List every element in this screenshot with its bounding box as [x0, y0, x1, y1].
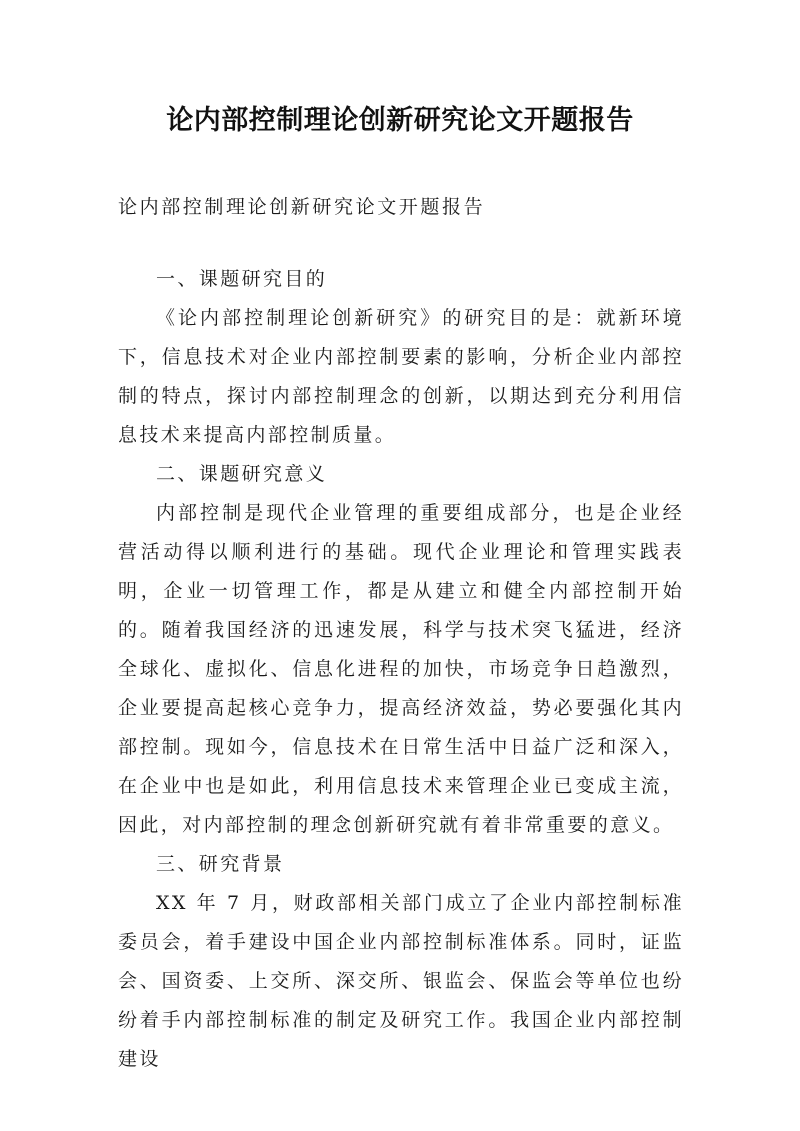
section-paragraph-significance: 内部控制是现代企业管理的重要组成部分，也是企业经营活动得以顺利进行的基础。现代企业理论和管理实践表明，企业一切管理工作，都是从建立和健全内部控制开始的。随着我国经济的迅速发展，科学与技术突飞猛进，经济全球化、虚拟化、信息化进程的加快，市场竞争日趋激烈，企业要提高起核心竞争力，提高经济效益，势必要强化其内部控制。现如今，信息技术在日常生活中日益广泛和深入，在企业中也是如此，利用信息技术来管理企业已变成主流，因此，对内部控制的理念创新研究就有着非常重要的意义。: [118, 502, 684, 836]
document-subtitle: 论内部控制理论创新研究论文开题报告: [118, 196, 486, 218]
section-paragraph-background: XX 年 7 月，财政部相关部门成立了企业内部控制标准委员会，着手建设中国企业内部控制标准体系。同时，证监会、国资委、上交所、深交所、银监会、保监会等单位也纷纷着手内部控制标准的制定及研究工作。我国企业内部控制建设: [118, 892, 684, 1070]
section-heading-significance: 二、课题研究意义: [156, 463, 328, 485]
page-title: 论内部控制理论创新研究论文开题报告: [166, 105, 634, 136]
section-heading-purpose: 一、课题研究目的: [156, 268, 328, 290]
document-body: [118, 260, 684, 1079]
section-heading-background: 三、研究背景: [156, 853, 285, 875]
section-paragraph-purpose: 《论内部控制理论创新研究》的研究目的是：就新环境下，信息技术对企业内部控制要素的影响，分析企业内部控制的特点，探讨内部控制理念的创新，以期达到充分利用信息技术来提高内部控制质量。: [118, 307, 684, 446]
